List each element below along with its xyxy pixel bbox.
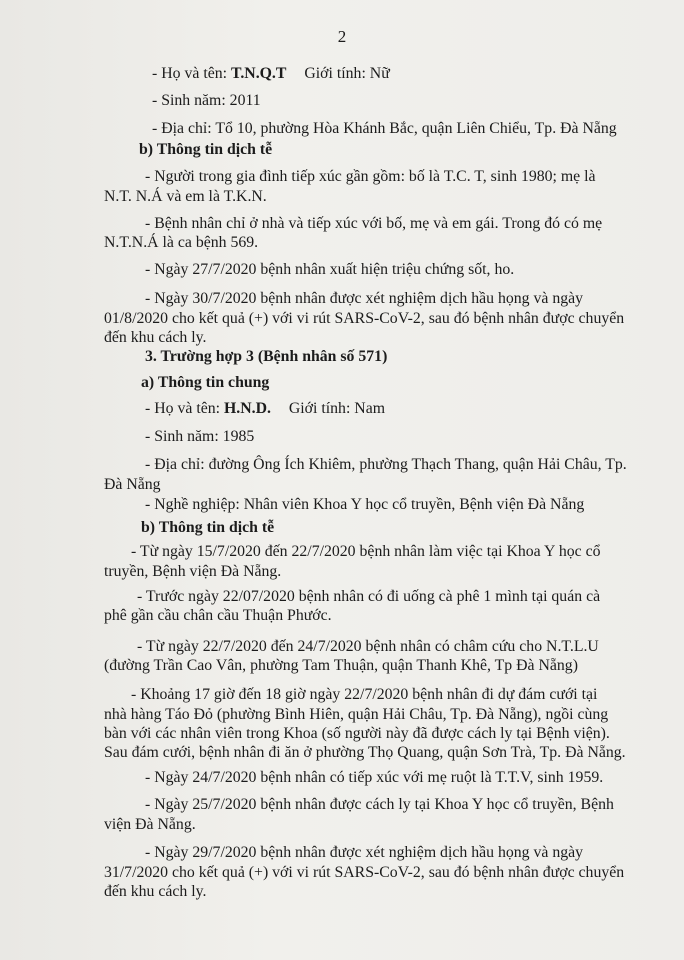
case3-heading: 3. Trường hợp 3 (Bệnh nhân số 571): [145, 348, 388, 365]
p2-name-line: [152, 64, 390, 84]
case3-general-heading: a) Thông tin chung: [141, 374, 270, 391]
case3-epi-line: bàn với các nhân viên trong Khoa (số người này đã được cách ly tại Bệnh viện).: [104, 725, 610, 742]
page-number: 2: [337, 27, 347, 46]
p2-name-value: T.N.Q.T: [230, 65, 287, 82]
case3-epi-line: - Khoảng 17 giờ đến 18 giờ ngày 22/7/2020 bệnh nhân đi dự đám cưới tại: [131, 686, 598, 703]
case3-name-label: - Họ và tên:: [145, 400, 221, 417]
p2-birth: - Sinh năm: 2011: [152, 92, 261, 109]
case3-birth: - Sinh năm: 1985: [145, 428, 255, 445]
case3-gender-label: Giới tính:: [288, 400, 351, 417]
p2-epi-line: - Người trong gia đình tiếp xúc gần gồm: bố là T.C. T, sinh 1980; mẹ là: [145, 168, 596, 185]
case3-epi-line: - Ngày 29/7/2020 bệnh nhân được xét nghiệm dịch hầu họng và ngày: [145, 844, 584, 861]
case3-epi-line: Sau đám cưới, bệnh nhân đi ăn ở phường Thọ Quang, quận Sơn Trà, Tp. Đà Nẵng.: [104, 744, 626, 761]
case3-gender-value: Nam: [354, 400, 385, 417]
case3-epi-line: - Từ ngày 22/7/2020 đến 24/7/2020 bệnh nhân có châm cứu cho N.T.L.U: [137, 638, 599, 655]
p2-epi-line: - Ngày 30/7/2020 bệnh nhân được xét nghiệm dịch hầu họng và ngày: [145, 290, 584, 307]
p2-gender-value: Nữ: [369, 65, 390, 82]
p2-gender-label: Giới tính:: [304, 65, 366, 82]
p2-epi-line: đến khu cách ly.: [104, 329, 207, 346]
case3-epi-line: - Ngày 25/7/2020 bệnh nhân được cách ly tại Khoa Y học cổ truyền, Bệnh: [145, 796, 614, 813]
case3-epi-line: - Ngày 24/7/2020 bệnh nhân có tiếp xúc với mẹ ruột là T.T.V, sinh 1959.: [145, 769, 604, 786]
case3-epi-line: nhà hàng Táo Đỏ (phường Bình Hiên, quận Hải Châu, Tp. Đà Nẵng), ngồi cùng: [104, 706, 609, 723]
case3-epi-line: đến khu cách ly.: [104, 883, 207, 900]
case3-epi-line: phê gần cầu chân cầu Thuận Phước.: [104, 607, 332, 624]
p2-epi-line: N.T.N.Á là ca bệnh 569.: [104, 234, 259, 251]
p2-epi-line: N.T. N.Á và em là T.K.N.: [104, 188, 267, 205]
p2-epi-line: - Ngày 27/7/2020 bệnh nhân xuất hiện triệu chứng sốt, ho.: [145, 261, 515, 278]
p2-name-label: - Họ và tên:: [152, 65, 228, 82]
case3-epi-line: truyền, Bệnh viện Đà Nẵng.: [104, 563, 282, 580]
case3-job: - Nghề nghiệp: Nhân viên Khoa Y học cổ truyền, Bệnh viện Đà Nẵng: [145, 496, 585, 513]
p2-address: - Địa chỉ: Tổ 10, phường Hòa Khánh Bắc, quận Liên Chiểu, Tp. Đà Nẵng: [152, 120, 617, 137]
case3-epi-line: - Từ ngày 15/7/2020 đến 22/7/2020 bệnh nhân làm việc tại Khoa Y học cổ: [131, 543, 601, 560]
case3-epi-line: (đường Trần Cao Vân, phường Tam Thuận, quận Thanh Khê, Tp Đà Nẵng): [104, 657, 578, 674]
case3-name-line: [145, 399, 385, 419]
case3-epi-line: viện Đà Nẵng.: [104, 816, 196, 833]
case3-epi-heading: b) Thông tin dịch tễ: [141, 519, 275, 536]
p2-epi-heading: b) Thông tin dịch tễ: [139, 141, 273, 158]
case3-address-line: Đà Nẵng: [104, 476, 161, 493]
case3-address-line: - Địa chỉ: đường Ông Ích Khiêm, phường Thạch Thang, quận Hải Châu, Tp.: [145, 456, 627, 473]
p2-epi-line: - Bệnh nhân chỉ ở nhà và tiếp xúc với bố, mẹ và em gái. Trong đó có mẹ: [145, 215, 603, 232]
case3-epi-line: 31/7/2020 cho kết quả (+) với vi rút SARS-CoV-2, sau đó bệnh nhân được chuyển: [104, 864, 625, 881]
case3-epi-line: - Trước ngày 22/07/2020 bệnh nhân có đi uống cà phê 1 mình tại quán cà: [137, 588, 601, 605]
p2-epi-line: 01/8/2020 cho kết quả (+) với vi rút SARS-CoV-2, sau đó bệnh nhân được chuyển: [104, 310, 625, 327]
case3-name-value: H.N.D.: [223, 400, 271, 417]
